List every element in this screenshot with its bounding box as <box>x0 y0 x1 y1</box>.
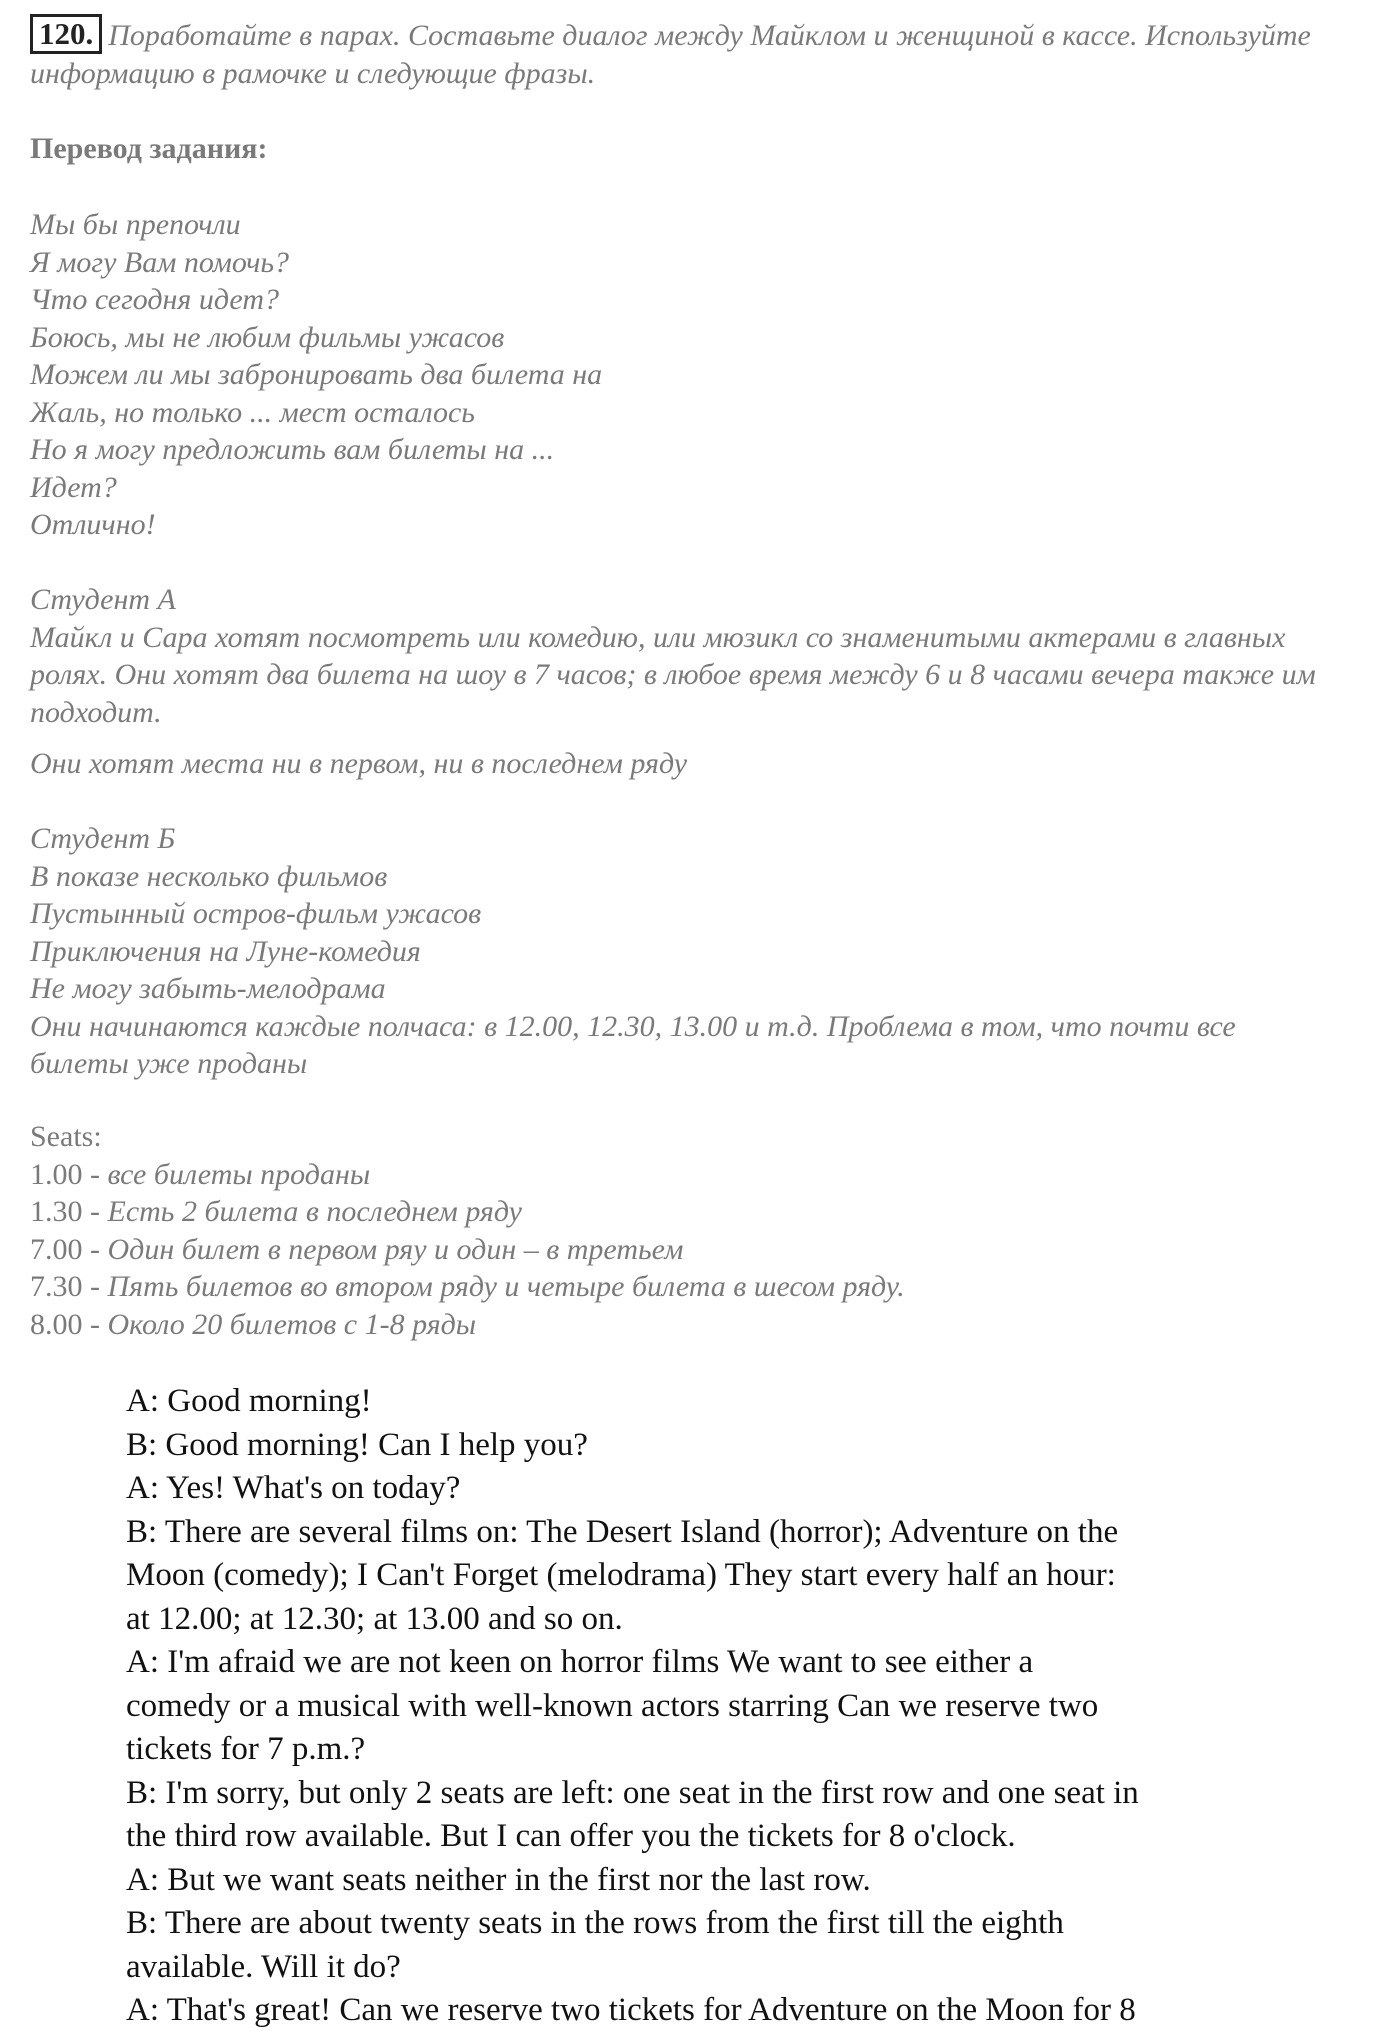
seat-time: 1.00 - <box>30 1157 108 1191</box>
seat-row <box>30 1268 1330 1306</box>
student-b-line: В показе несколько фильмов <box>30 859 388 893</box>
student-b-line: Не могу забыть-мелодрама <box>30 972 386 1005</box>
task-number: 120. <box>30 14 102 54</box>
dialogue-line: comedy or a musical with well-known actors starring Can we reserve two <box>126 1687 1099 1724</box>
phrase-item: Что сегодня идет? <box>30 283 280 316</box>
seat-time: 7.00 - <box>30 1232 108 1266</box>
dialogue-line: B: Good morning! Can I help you? <box>126 1426 588 1463</box>
phrase-item: Но я могу предложить вам билеты на ... <box>30 433 555 466</box>
dialogue-line: B: There are several films on: The Desert Island (horror); Adventure on the <box>126 1513 1119 1550</box>
phrase-item: Боюсь, мы не любим фильмы ужасов <box>30 320 505 354</box>
student-a-section <box>30 581 1330 783</box>
student-b-text: Они начинаются каждые полчаса: в 12.00, 12.30, 13.00 и т.д. Проблема в том, что почти все билеты уже проданы <box>30 1009 1236 1080</box>
seat-desc: Около 20 билетов с 1-8 ряды <box>107 1307 477 1341</box>
dialogue-line: available. Will it do? <box>126 1948 401 1985</box>
student-a-title: Студент А <box>30 583 176 616</box>
student-b-section <box>30 820 1330 1083</box>
seat-time: 1.30 - <box>30 1195 108 1228</box>
student-a-text: Майкл и Сара хотят посмотреть или комедию, или мюзикл со знаменитыми актерами в главных ролях. Они хотят два билета на шоу в 7 часов; в любое время между 6 и 8 часами вечера также им подходит. <box>30 620 1316 729</box>
seat-row <box>30 1156 1330 1194</box>
phrase-item: Мы бы препочли <box>30 208 241 241</box>
dialogue-line: at 12.00; at 12.30; at 13.00 and so on. <box>126 1600 623 1637</box>
dialogue-line: B: I'm sorry, but only 2 seats are left: one seat in the first row and one seat in <box>126 1774 1139 1811</box>
seat-row <box>30 1231 1330 1269</box>
seat-time: 7.30 - <box>30 1270 108 1303</box>
dialogue-line: A: That's great! Can we reserve two tickets for Adventure on the Moon for 8 <box>126 1992 1136 2028</box>
seat-desc: все билеты проданы <box>107 1157 371 1191</box>
dialogue-line: the third row available. But I can offer you the tickets for 8 o'clock. <box>126 1818 1016 1854</box>
phrase-item: Отлично! <box>30 508 156 541</box>
task-text: Поработайте в парах. Составьте диалог между Майклом и женщиной в кассе. Используйте информацию в рамочке и следующие фразы. <box>30 19 1311 90</box>
seats-label: Seats: <box>30 1120 102 1153</box>
student-b-title: Студент Б <box>30 822 176 855</box>
seat-desc: Есть 2 билета в последнем ряду <box>107 1195 522 1228</box>
phrase-item: Идет? <box>30 470 117 504</box>
dialogue-line: A: Yes! What's on today? <box>126 1470 461 1506</box>
seat-row <box>30 1306 1330 1344</box>
dialogue-line: A: Good morning! <box>126 1383 372 1419</box>
dialogue-line: Moon (comedy); I Can't Forget (melodrama) They start every half an hour: <box>126 1557 1116 1593</box>
dialogue-line: A: I'm afraid we are not keen on horror films We want to see either a <box>126 1644 1034 1680</box>
seats-section <box>30 1118 1330 1343</box>
student-b-line: Приключения на Луне-комедия <box>30 934 421 968</box>
dialogue-answer <box>126 1380 1336 2033</box>
seat-desc: Один билет в первом ряу и один – в третьем <box>107 1232 684 1266</box>
phrase-item: Я могу Вам помочь? <box>30 245 290 279</box>
dialogue-line: B: There are about twenty seats in the rows from the first till the eighth <box>126 1905 1064 1941</box>
student-b-line: Пустынный остров-фильм ужасов <box>30 897 482 930</box>
seat-time: 8.00 - <box>30 1307 108 1341</box>
seat-desc: Пять билетов во втором ряду и четыре билета в шесом ряду. <box>107 1270 905 1303</box>
seat-row <box>30 1193 1330 1231</box>
task-header <box>30 14 1330 92</box>
dialogue-line: A: But we want seats neither in the first nor the last row. <box>126 1861 871 1898</box>
translation-heading: Перевод задания: <box>30 132 268 165</box>
student-a-text2: Они хотят места ни в первом, ни в последнем ряду <box>30 747 688 780</box>
dialogue-line: tickets for 7 p.m.? <box>126 1731 366 1767</box>
phrase-item: Жаль, но только ... мест осталось <box>30 395 475 429</box>
phrase-item: Можем ли мы забронировать два билета на <box>30 358 603 391</box>
phrases-list <box>30 206 1330 544</box>
